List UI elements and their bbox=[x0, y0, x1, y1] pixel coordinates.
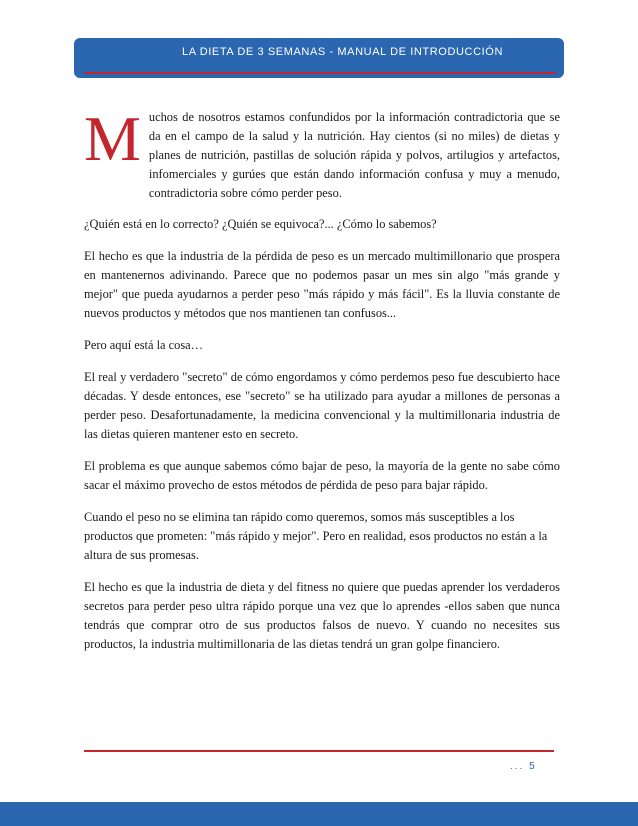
paragraph-industry: El hecho es que la industria de la pérdida de peso es un mercado multimillonario que prospera en mantenernos adivinando. Parece que no podemos pasar un mes sin algo "más grande y mejor" que pueda ayudarnos a perder peso "más rápido y más fácil". Es la lluvia constante de nuevos productos y métodos que nos mantienen tan confusos... bbox=[84, 249, 560, 320]
paragraph-transition: Pero aquí está la cosa… bbox=[84, 338, 204, 352]
header-divider bbox=[84, 72, 556, 74]
document-title: LA DIETA DE 3 SEMANAS - MANUAL DE INTRODUCCIÓN bbox=[182, 46, 503, 58]
header-bar bbox=[74, 38, 564, 78]
paragraph-problem: El problema es que aunque sabemos cómo bajar de peso, la mayoría de la gente no sabe cómo sacar el máximo provecho de estos métodos de pérdida de peso para bajar rápido. bbox=[84, 459, 560, 492]
drop-cap-letter: M bbox=[84, 103, 141, 174]
paragraph-secret: El real y verdadero "secreto" de cómo engordamos y cómo perdemos peso fue descubierto hace décadas. Y desde entonces, ese "secreto" se ha utilizado para ayudar a millones de personas a perder peso. Desafortunadamente, la medicina convencional y la multimillonaria industria de las dietas quieren mantener esto en secreto. bbox=[84, 370, 560, 441]
intro-text: uchos de nosotros estamos confundidos por la información contradictoria que se da en el campo de la salud y la nutrición. Hay cientos (si no miles) de dietas y planes de nutrición, pastillas de solución rápida y polvos, artilugios y artefactos, infomerciales y gurúes que están dando información confusa y muy a menudo, contradictoria sobre cómo perder peso. bbox=[148, 110, 560, 200]
footer-divider bbox=[84, 750, 554, 752]
page-number: ... 5 bbox=[510, 761, 537, 772]
page-content bbox=[84, 103, 560, 667]
paragraph-questions: ¿Quién está en lo correcto? ¿Quién se equivoca?... ¿Cómo lo sabemos? bbox=[84, 217, 437, 231]
paragraph-susceptible: Cuando el peso no se elimina tan rápido como queremos, somos más susceptibles a los productos que prometen: "más rápido y mejor". Pero en realidad, esos productos no están a la altura de sus promesas. bbox=[84, 510, 548, 562]
intro-paragraph bbox=[84, 103, 560, 203]
paragraph-fitness-industry: El hecho es que la industria de dieta y del fitness no quiere que puedas aprender los verdaderos secretos para perder peso ultra rápido porque una vez que lo aprendes -ellos saben que nunca tendrás que comprar otro de sus productos falsos de nuevo. Y cuando no necesites sus productos, la industria multimillonaria de las dietas tendrá un gran golpe financiero. bbox=[84, 580, 560, 651]
bottom-bar bbox=[0, 802, 638, 826]
